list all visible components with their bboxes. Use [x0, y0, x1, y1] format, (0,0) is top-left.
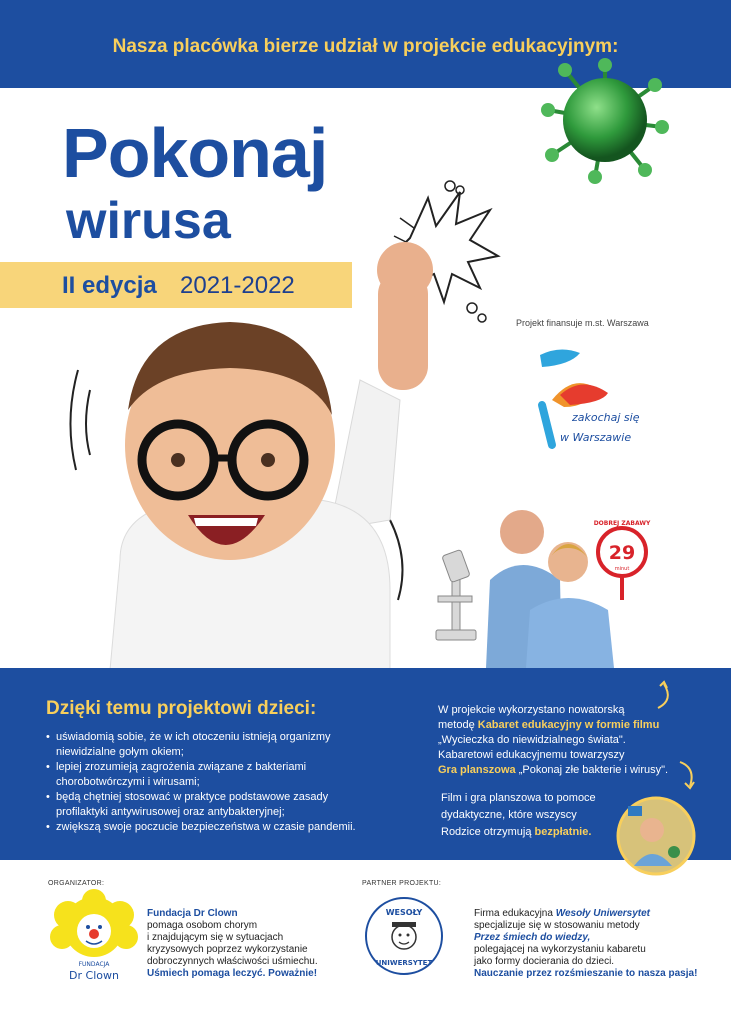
- benefit-item: • lepiej zrozumieją zagrożenia związane z bakteriami chorobotwórczymi i wirusami;: [46, 760, 416, 790]
- warsaw-logo-line1: zakochaj się: [572, 411, 640, 424]
- benefit-item: • zwiększą swoje poczucie bezpieczeństwa w czasie pandemii.: [46, 820, 416, 835]
- actors-photo: [430, 500, 660, 668]
- title-line-1: Pokonaj: [62, 114, 328, 192]
- benefit-item: • będą chętniej stosować w praktyce podstawowe zasady profilaktyki antywirusowej oraz antybakteryjnej;: [46, 790, 416, 820]
- edition-label: II edycja: [62, 272, 157, 299]
- dr-clown-logo: [48, 893, 140, 985]
- banner-headline: Nasza placówka bierze udział w projekcie edukacyjnym:: [112, 36, 619, 57]
- virus-illustration: [540, 55, 670, 185]
- benefits-list: [46, 730, 416, 835]
- board-game-photo: [616, 796, 696, 876]
- benefit-item: • uświadomią sobie, że w ich otoczeniu istnieją organizmy niewidzialne gołym okiem;: [46, 730, 416, 760]
- partner-label: PARTNER PROJEKTU:: [362, 880, 442, 887]
- funding-note: Projekt finansuje m.st. Warszawa: [516, 318, 649, 328]
- method-description: W projekcie wykorzystano nowatorską metodę Kabaret edukacyjny w formie filmu „Wycieczka do niewidzialnego świata". Kabaretowi edukacyjnemu towarzyszy Gra planszowa „Pokonaj złe bakterie i wirusy".: [438, 704, 669, 776]
- clown-logo-name: Dr Clown: [69, 969, 119, 982]
- partner-description: Firma edukacyjna Wesoły Uniwersytet specjalizuje się w stosowaniu metody Przez śmiech do wiedzy, polegającej na wykorzystaniu kabaretu jako formy docierania do dzieci. Nauczanie przez rozśmieszanie to nasza pasja!: [474, 908, 698, 979]
- boy-photo: [60, 230, 420, 670]
- timer-top-label: DOBREJ ZABAWY: [593, 520, 651, 527]
- wu-logo-top: WESOŁY: [385, 908, 423, 917]
- warsaw-logo-line2: w Warszawie: [560, 431, 632, 444]
- organizer-label: ORGANIZATOR:: [48, 880, 105, 887]
- wesoly-uniwersytet-logo: [363, 895, 445, 977]
- curved-arrow-icon: [676, 758, 700, 790]
- timer-unit: minut: [614, 566, 630, 572]
- materials-note: Film i gra planszowa to pomoce dydaktyczne, które wszyscy Rodzice otrzymują bezpłatnie.: [441, 792, 596, 838]
- benefits-heading: Dzięki temu projektowi dzieci:: [46, 698, 317, 719]
- wu-logo-bottom: UNIWERSYTET: [375, 959, 433, 967]
- clown-logo-top: FUNDACJA: [78, 961, 110, 968]
- warsaw-logo: [530, 345, 640, 455]
- organizer-description: Fundacja Dr Clown pomaga osobom chorym i znajdującym się w sytuacjach kryzysowych poprzez wykorzystanie dobroczynnych właściwości uśmiechu. Uśmiech pomaga leczyć. Poważnie!: [147, 908, 318, 979]
- title-line-2: wirusa: [66, 192, 231, 250]
- edition-years: 2021-2022: [180, 272, 295, 299]
- timer-number: 29: [608, 542, 636, 564]
